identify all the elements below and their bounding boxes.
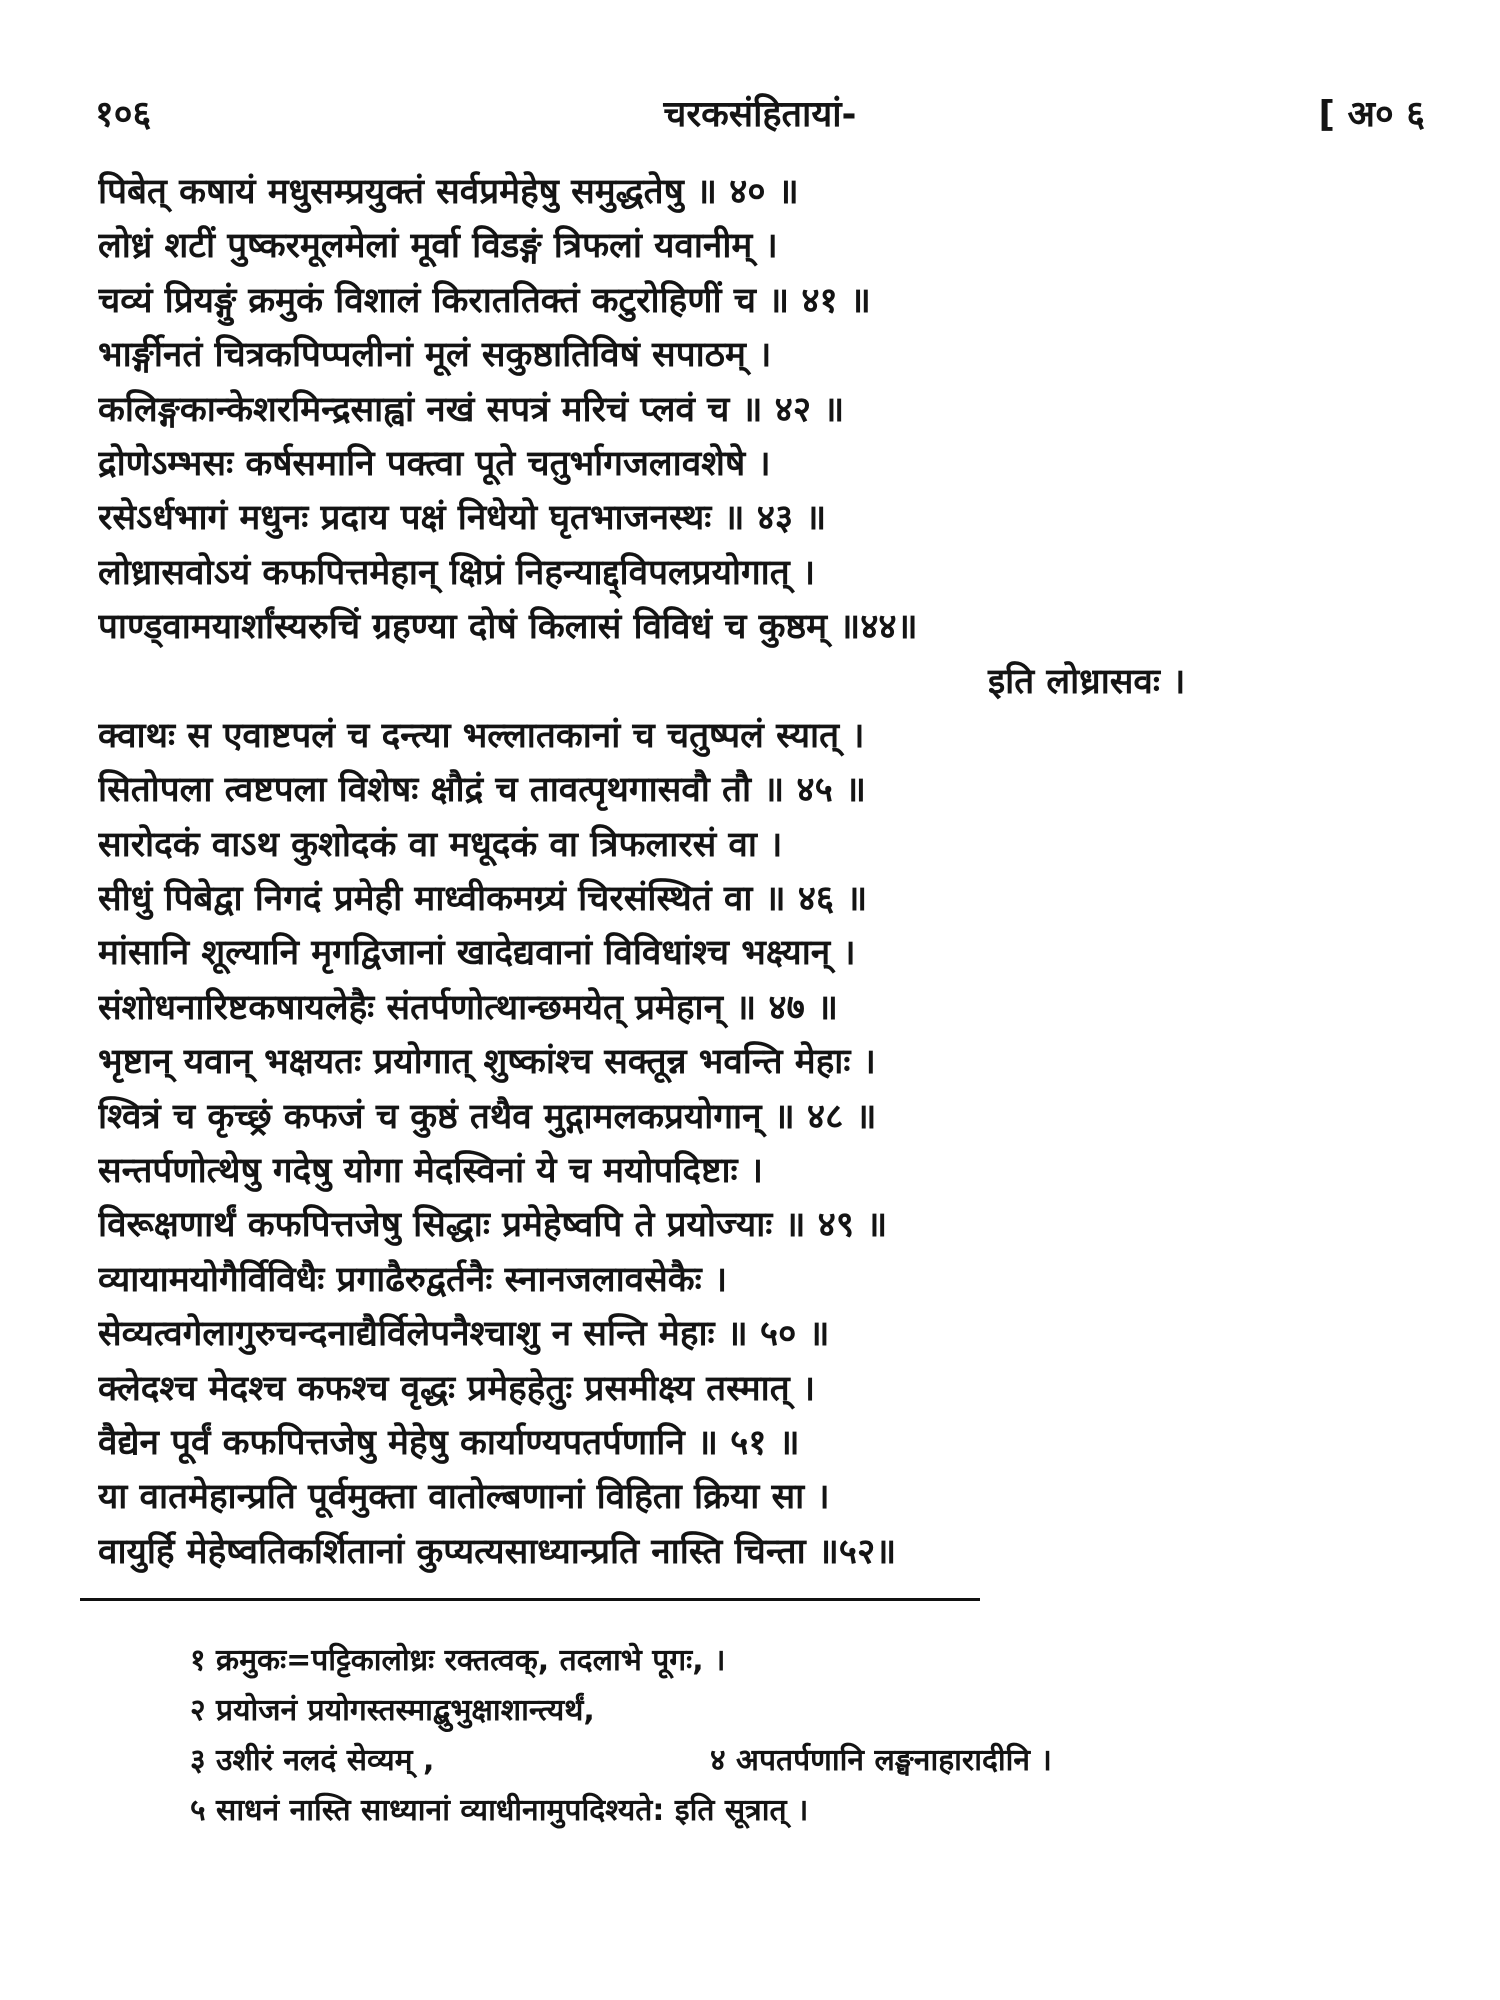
verse-line: वैद्येन पूर्वं कफपित्तजेषु मेहेषु कार्याण्यपतर्पणानि ॥ ५१ ॥ [98, 1422, 800, 1463]
verse-line: क्वाथः स एवाष्टपलं च दन्त्या भल्लातकानां च चतुष्पलं स्यात् । [98, 715, 865, 756]
footnote: ५ साधनं नास्ति साध्यानां व्याधीनामुपदिश्यते: इति सूत्रात् । [190, 1793, 809, 1828]
verse-line: पिबेत् कषायं मधुसम्प्रयुक्तं सर्वप्रमेहेषु समुद्धतेषु ॥ ४० ॥ [98, 172, 799, 212]
verse-line: सितोपला त्वष्टपला विशेषः क्षौद्रं च तावत्पृथगासवौ तौ ॥ ४५ ॥ [98, 770, 866, 811]
verse-line: विरूक्षणार्थं कफपित्तजेषु सिद्धाः प्रमेहेष्वपि ते प्रयोज्याः ॥ ४९ ॥ [98, 1205, 888, 1246]
verse-line: सेव्यत्वगेलागुरुचन्दनाद्यैर्विलेपनैश्चाशु न सन्ति मेहाः ॥ ५० ॥ [98, 1314, 830, 1355]
verse-block [98, 165, 1428, 1579]
verse-line: सीधुं पिबेद्वा निगदं प्रमेही माध्वीकमग्र्यं चिरसंस्थितं वा ॥ ४६ ॥ [98, 879, 868, 920]
verse-line: सन्तर्पणोत्थेषु गदेषु योगा मेदस्विनां ये च मयोपदिष्टाः । [98, 1151, 764, 1192]
colophon-line: इति लोध्रासवः । [988, 661, 1186, 702]
verse-line: भार्ङ्गीनतं चित्रकपिप्पलीनां मूलं सकुष्ठातिविषं सपाठम् । [98, 335, 772, 376]
verse-line: व्यायामयोगैर्विविधैः प्रगाढैरुद्वर्तनैः स्नानजलावसेकैः । [98, 1259, 728, 1300]
verse-line: या वातमेहान्प्रति पूर्वमुक्ता वातोल्बणानां विहिता क्रिया सा । [98, 1477, 830, 1518]
verse-line: कलिङ्गकान्केशरमिन्द्रसाह्वां नखं सपत्रं मरिचं प्लवं च ॥ ४२ ॥ [98, 389, 845, 430]
verse-line: रसेऽर्धभागं मधुनः प्रदाय पक्षं निधेयो घृतभाजनस्थः ॥ ४३ ॥ [98, 498, 827, 539]
verse-line: सारोदकं वाऽथ कुशोदकं वा मधूदकं वा त्रिफलारसं वा । [98, 824, 783, 865]
verse-line: संशोधनारिष्टकषायलेहैः संतर्पणोत्थान्छमयेत् प्रमेहान् ॥ ४७ ॥ [98, 987, 838, 1028]
verse-line: चव्यं प्रियङ्गुं क्रमुकं विशालं किराततिक्तं कटुरोहिणीं च ॥ ४१ ॥ [98, 280, 871, 321]
footnote: ४ अपतर्पणानि लङ्घनाहारादीनि । [710, 1743, 1052, 1778]
verse-line: लोध्रं शटीं पुष्करमूलमेलां मूर्वा विडङ्गं त्रिफलां यवानीम् । [98, 226, 778, 267]
verse-line: वायुर्हि मेहेष्वतिकर्शितानां कुप्यत्यसाध्यान्प्रति नास्ति चिन्ता ॥५२॥ [98, 1531, 897, 1572]
footnote: १ क्रमुकः=पट्टिकालोध्रः रक्तत्वक्, तदलाभे पूगः, । [190, 1643, 726, 1678]
verse-line: द्रोणेऽम्भसः कर्षसमानि पक्त्वा पूते चतुर्भागजलावशेषे । [98, 443, 771, 484]
running-title: चरकसंहितायां- [663, 94, 857, 135]
footnote-row [190, 1736, 1350, 1786]
page-header [95, 88, 1425, 138]
footnote: ३ उशीरं नलदं सेव्यम् , [190, 1743, 435, 1778]
verse-line: मांसानि शूल्यानि मृगद्विजानां खादेद्यवानां विविधांश्च भक्ष्यान् । [98, 933, 856, 974]
verse-line: श्वित्रं च कृच्छ्रं कफजं च कुष्ठं तथैव मुद्गामलकप्रयोगान् ॥ ४८ ॥ [98, 1096, 877, 1137]
verse-line: भृष्टान् यवान् भक्षयतः प्रयोगात् शुष्कांश्च सक्तून्न भवन्ति मेहाः । [98, 1042, 876, 1083]
verse-line: क्लेदश्च मेदश्च कफश्च वृद्धः प्रमेहहेतुः प्रसमीक्ष्य तस्मात् । [98, 1368, 816, 1409]
footnote-divider [80, 1598, 980, 1601]
chapter-reference: [ अ० ६ [1318, 94, 1425, 135]
verse-line: पाण्ड्वामयार्शांस्यरुचिं ग्रहण्या दोषं किलासं विविधं च कुष्ठम् ॥४४॥ [98, 607, 918, 648]
footnotes [190, 1636, 1350, 1836]
verse-line: लोध्रासवोऽयं कफपित्तमेहान् क्षिप्रं निहन्याद्द्विपलप्रयोगात् । [98, 552, 816, 593]
page-number: १०६ [95, 94, 152, 135]
footnote: २ प्रयोजनं प्रयोगस्तस्माद्बुभुक्षाशान्त्यर्थं, [190, 1693, 595, 1728]
